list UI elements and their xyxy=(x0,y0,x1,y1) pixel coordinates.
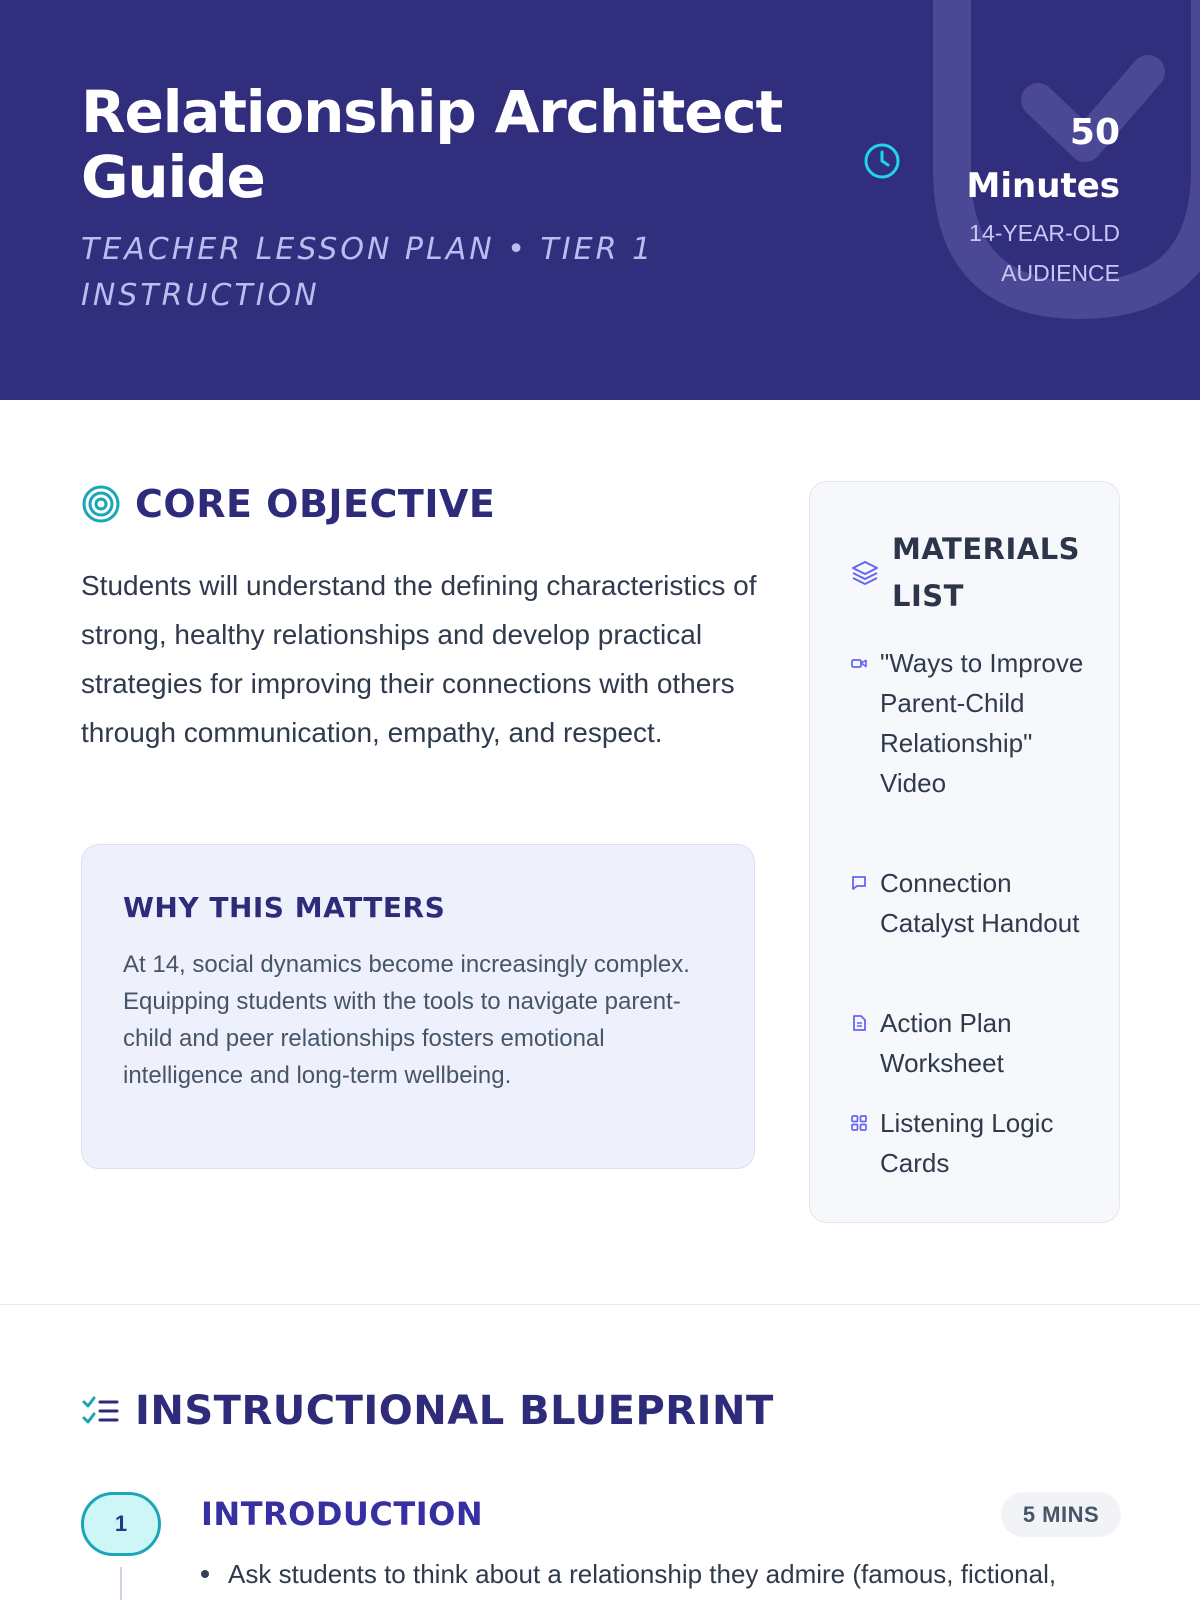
duration-value: 50 xyxy=(1069,112,1120,153)
page-title: Relationship Architect Guide xyxy=(81,78,782,211)
clock-icon xyxy=(863,142,901,180)
layers-icon xyxy=(850,558,880,588)
page-subtitle: TEACHER LESSON PLAN • TIER 1 INSTRUCTION xyxy=(81,232,655,313)
material-item-label: Action Plan Worksheet xyxy=(880,1008,1012,1078)
video-icon xyxy=(850,654,868,672)
step-bullet xyxy=(201,1555,1121,1593)
target-icon xyxy=(81,484,121,524)
material-item-label: Connection Catalyst Handout xyxy=(880,868,1080,938)
timeline-connector xyxy=(120,1567,122,1600)
materials-heading xyxy=(850,526,1092,620)
material-item[interactable] xyxy=(850,643,1090,803)
core-objective-heading xyxy=(81,482,495,526)
step-bullet-text: Ask students to think about a relationship they admire (famous, fictional, xyxy=(228,1559,1057,1589)
materials-title: MATERIALS LIST xyxy=(892,532,1081,613)
materials-list-card xyxy=(809,481,1120,1223)
material-item[interactable] xyxy=(850,863,1080,943)
why-this-matters-title: WHY THIS MATTERS xyxy=(123,891,446,924)
why-this-matters-card xyxy=(81,844,755,1169)
core-objective-text: Students will understand the defining characteristics of strong, healthy relationships and develop practical strategies for improving their connections with others through communication, empathy, and respect. xyxy=(81,570,757,748)
material-item-label: "Ways to Improve Parent-Child Relationship" Video xyxy=(880,648,1084,798)
step-number-badge: 1 xyxy=(81,1492,161,1556)
material-item[interactable] xyxy=(850,1003,1080,1083)
material-item-label: Listening Logic Cards xyxy=(880,1108,1054,1178)
section-divider xyxy=(0,1304,1200,1305)
duration-unit: Minutes xyxy=(966,166,1120,206)
step-title: INTRODUCTION xyxy=(201,1495,484,1533)
bullet-dot xyxy=(201,1570,209,1578)
checklist-icon xyxy=(81,1391,121,1431)
blueprint-title: INSTRUCTIONAL BLUEPRINT xyxy=(135,1388,774,1434)
audience-label: 14-YEAR-OLD AUDIENCE xyxy=(969,220,1120,286)
blueprint-heading xyxy=(81,1388,774,1434)
chat-icon xyxy=(850,874,868,892)
material-item[interactable] xyxy=(850,1103,1080,1183)
step-duration-badge: 5 MINS xyxy=(1001,1492,1121,1537)
lesson-header xyxy=(0,0,1200,400)
document-icon xyxy=(850,1014,868,1032)
why-this-matters-text: At 14, social dynamics become increasingly complex. Equipping students with the tools to navigate parent-child and peer relationships fosters emotional intelligence and long-term wellbeing. xyxy=(123,951,690,1089)
grid-icon xyxy=(850,1114,868,1132)
core-objective-title: CORE OBJECTIVE xyxy=(135,482,496,526)
